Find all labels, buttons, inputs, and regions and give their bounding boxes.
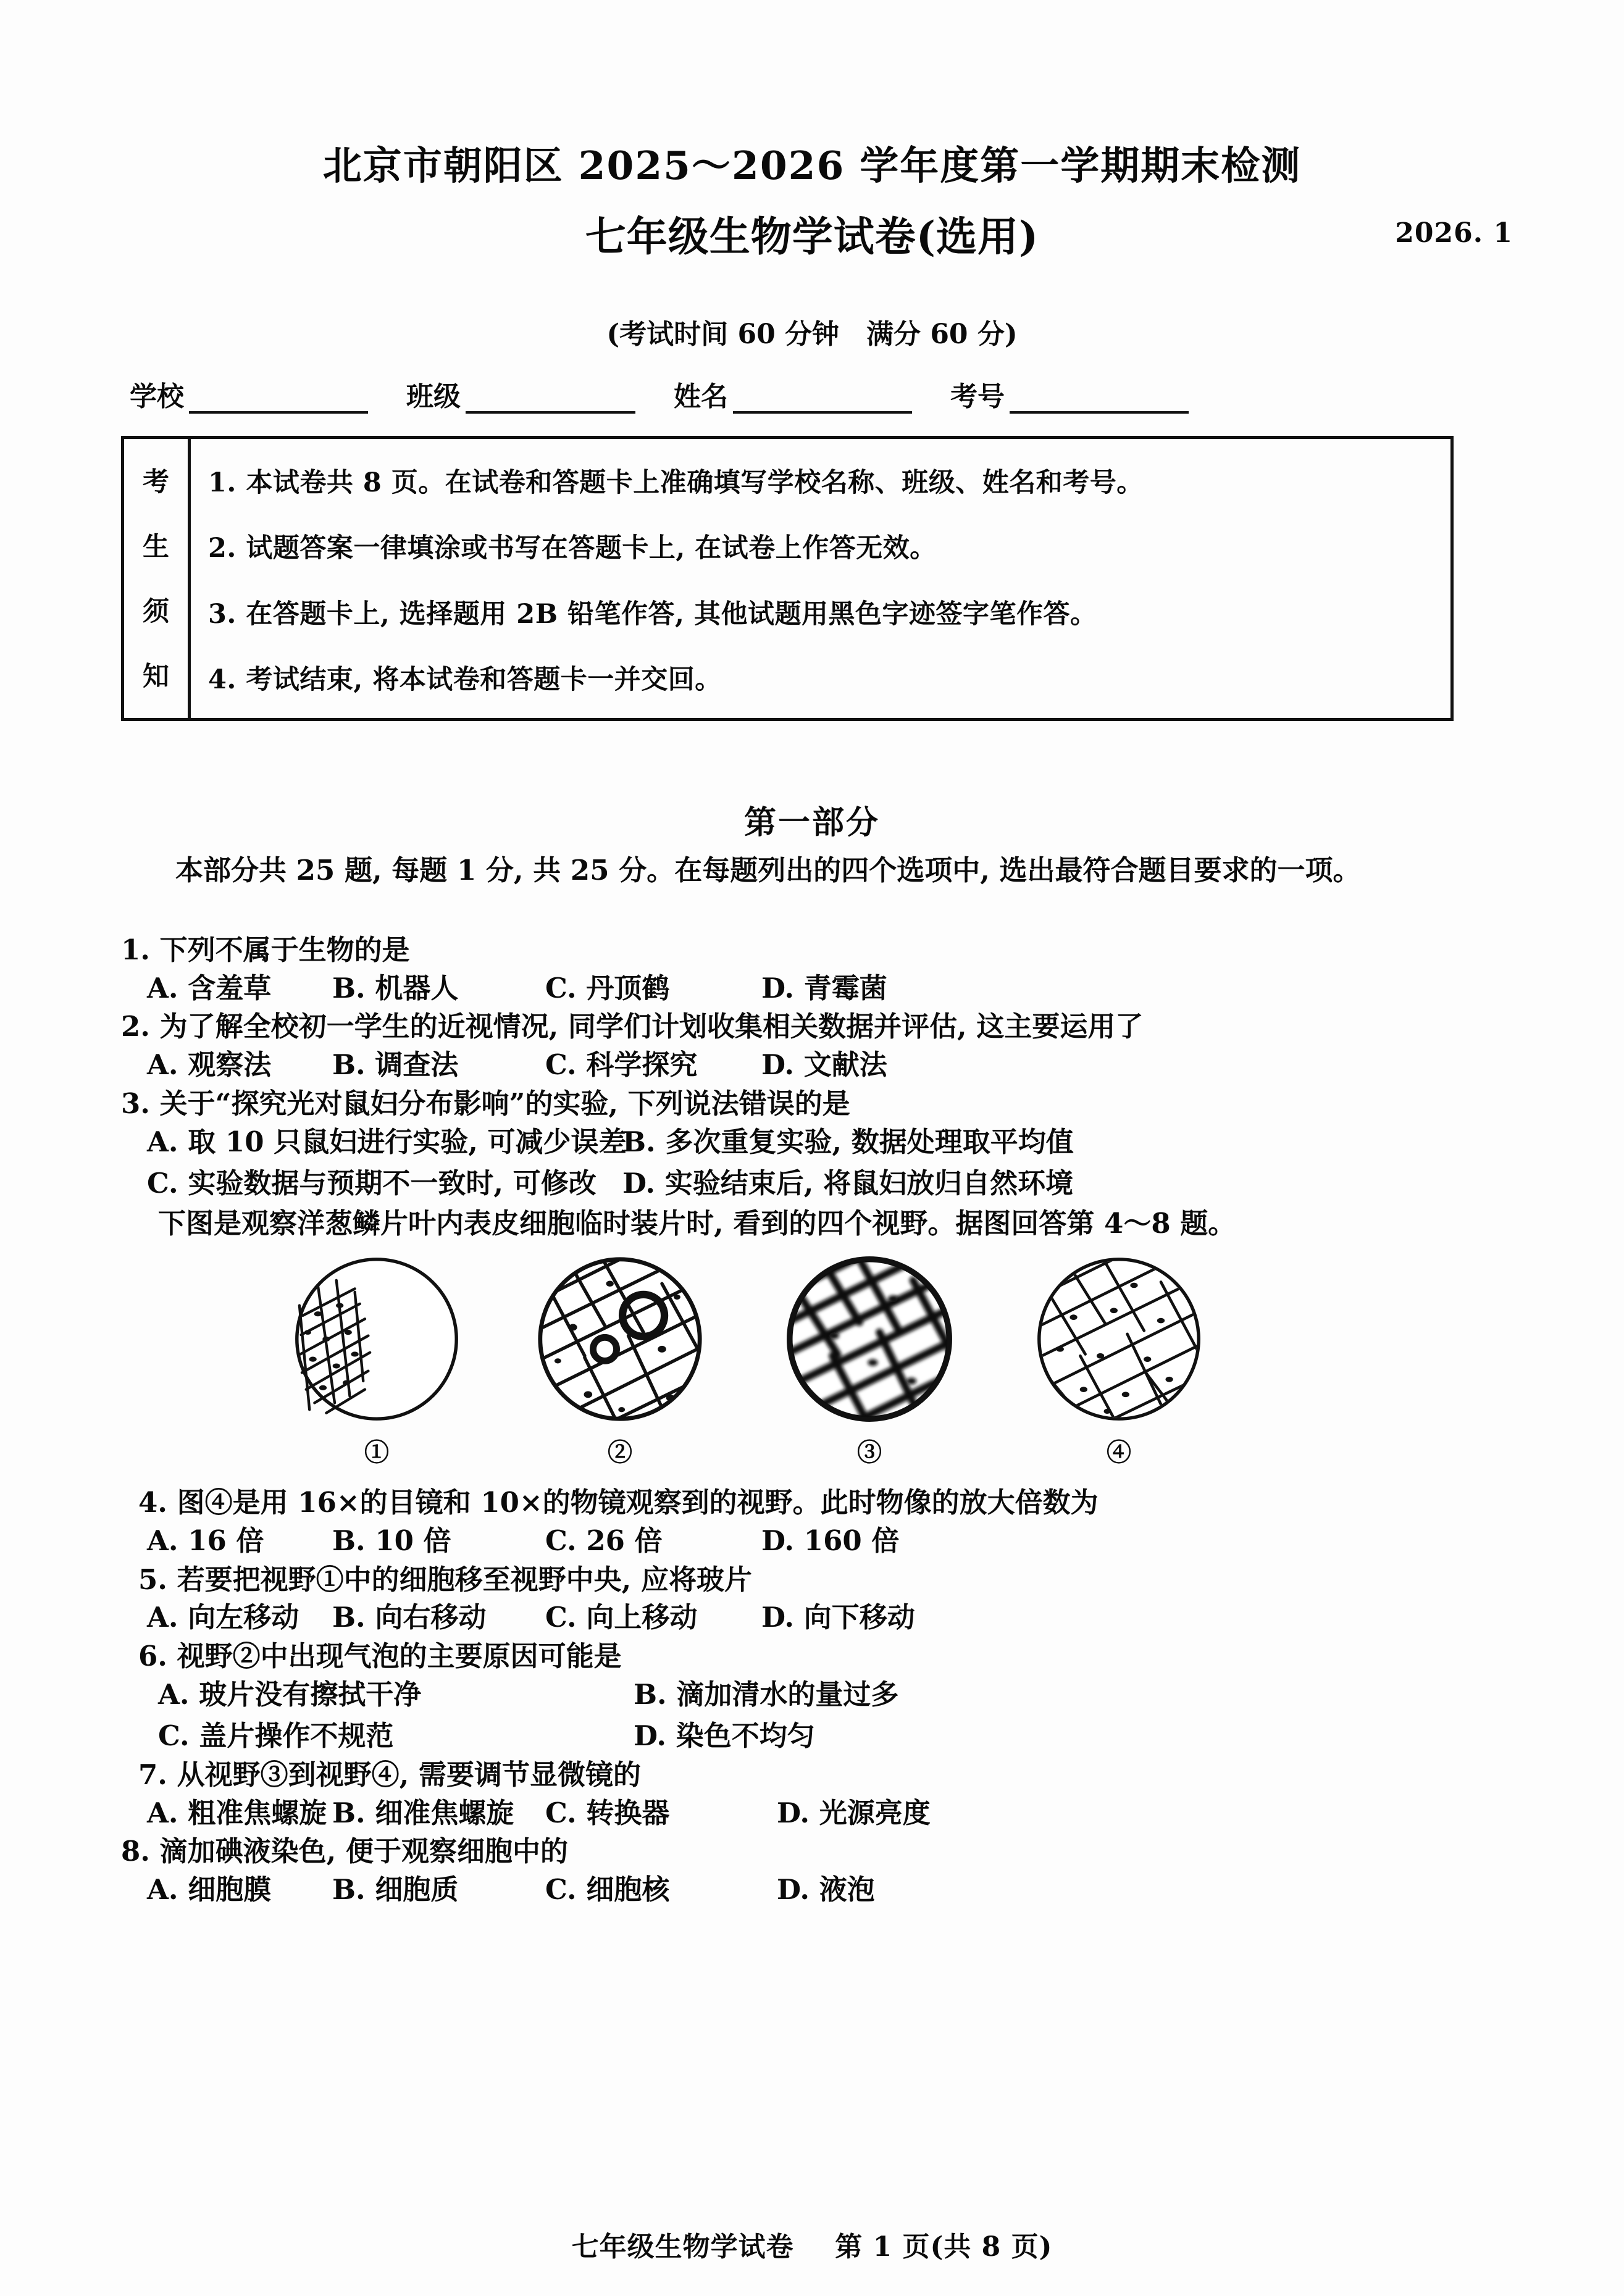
question-1-number: 1. bbox=[121, 933, 150, 966]
notice-item: 1. 本试卷共 8 页。在试卷和答题卡上准确填写学校名称、班级、姓名和考号。 bbox=[208, 467, 1144, 498]
microscope-field-3 bbox=[785, 1255, 953, 1467]
page-title: 北京市朝阳区 2025～2026 学年度第一学期期末检测 bbox=[322, 143, 1302, 188]
question-8-option-c[interactable]: C. 细胞核 bbox=[545, 1873, 670, 1906]
exam-id-field[interactable] bbox=[950, 374, 1189, 414]
question-6-options-row-1 bbox=[121, 1674, 1531, 1716]
question-3-option-c[interactable]: C. 实验数据与预期不一致时, 可修改 bbox=[147, 1167, 596, 1200]
page-subtitle: 七年级生物学试卷(选用) bbox=[585, 212, 1039, 261]
notice-label-char-1: 考 bbox=[143, 467, 169, 498]
question-8-option-b[interactable]: B. 细胞质 bbox=[332, 1873, 459, 1906]
name-input-rule[interactable] bbox=[733, 406, 912, 414]
question-5-option-b[interactable]: B. 向右移动 bbox=[332, 1601, 487, 1634]
exam-id-input-rule[interactable] bbox=[1010, 406, 1189, 414]
question-1-option-b[interactable]: B. 机器人 bbox=[332, 971, 459, 1004]
question-7-options bbox=[121, 1792, 1531, 1834]
question-2 bbox=[121, 1010, 1531, 1085]
exam-duration-and-score: (考试时间 60 分钟 满分 60 分) bbox=[606, 319, 1018, 350]
question-1-text: 下列不属于生物的是 bbox=[159, 933, 410, 966]
question-8-stem bbox=[121, 1835, 1531, 1869]
question-6-option-d[interactable]: D. 染色不均匀 bbox=[634, 1719, 815, 1753]
microscope-field-1-label: ① bbox=[364, 1438, 389, 1467]
question-6 bbox=[121, 1640, 1531, 1757]
candidate-notice-list bbox=[191, 439, 1450, 718]
school-input-rule[interactable] bbox=[189, 406, 368, 414]
part-one-heading: 第一部分 bbox=[743, 804, 880, 841]
question-1-option-c[interactable]: C. 丹顶鹤 bbox=[545, 971, 670, 1004]
microscope-field-2-label: ② bbox=[608, 1438, 632, 1467]
question-1-options bbox=[121, 967, 1531, 1009]
question-4-text: 图④是用 16×的目镜和 10×的物镜观察到的视野。此时物像的放大倍数为 bbox=[177, 1486, 1099, 1519]
question-3-number: 3. bbox=[121, 1087, 150, 1120]
notice-item: 2. 试题答案一律填涂或书写在答题卡上, 在试卷上作答无效。 bbox=[208, 533, 937, 564]
part-one-instructions: 本部分共 25 题, 每题 1 分, 共 25 分。在每题列出的四个选项中, 选出最符合题目要求的一项。 bbox=[175, 854, 1361, 887]
question-4-options bbox=[121, 1520, 1531, 1562]
class-input-rule[interactable] bbox=[466, 406, 635, 414]
question-5-option-c[interactable]: C. 向上移动 bbox=[545, 1601, 698, 1634]
question-2-stem bbox=[121, 1010, 1531, 1044]
question-7-number: 7. bbox=[138, 1758, 167, 1791]
footer-paper-name: 七年级生物学试卷 bbox=[571, 2231, 794, 2263]
notice-label-char-3: 须 bbox=[143, 596, 169, 627]
question-3-option-b[interactable]: B. 多次重复实验, 数据处理取平均值 bbox=[622, 1125, 1074, 1158]
question-7-option-c[interactable]: C. 转换器 bbox=[545, 1796, 670, 1829]
question-list bbox=[121, 933, 1531, 1912]
question-4 bbox=[121, 1486, 1531, 1561]
question-1 bbox=[121, 933, 1531, 1009]
microscope-field-1 bbox=[293, 1255, 461, 1467]
question-2-options bbox=[121, 1044, 1531, 1086]
question-3-text: 关于“探究光对鼠妇分布影响”的实验, 下列说法错误的是 bbox=[159, 1087, 850, 1120]
question-5-text: 若要把视野①中的细胞移至视野中央, 应将玻片 bbox=[177, 1563, 752, 1596]
question-6-text: 视野②中出现气泡的主要原因可能是 bbox=[177, 1639, 622, 1672]
school-label: 学校 bbox=[130, 381, 184, 412]
question-5-number: 5. bbox=[138, 1563, 167, 1596]
question-4-stem bbox=[121, 1486, 1531, 1520]
question-6-number: 6. bbox=[138, 1639, 167, 1672]
question-2-option-a[interactable]: A. 观察法 bbox=[147, 1048, 272, 1082]
question-5-option-d[interactable]: D. 向下移动 bbox=[761, 1601, 915, 1634]
question-8-text: 滴加碘液染色, 便于观察细胞中的 bbox=[159, 1835, 568, 1868]
footer-page-info: 第 1 页(共 8 页) bbox=[835, 2231, 1053, 2263]
question-2-option-c[interactable]: C. 科学探究 bbox=[545, 1048, 698, 1082]
class-label: 班级 bbox=[406, 381, 461, 412]
question-4-option-a[interactable]: A. 16 倍 bbox=[147, 1524, 264, 1558]
question-8-option-a[interactable]: A. 细胞膜 bbox=[147, 1873, 272, 1906]
question-1-option-d[interactable]: D. 青霉菌 bbox=[761, 971, 887, 1004]
figure-lead-in-text: 下图是观察洋葱鳞片叶内表皮细胞临时装片时, 看到的四个视野。据图回答第 4～8 题。 bbox=[158, 1206, 1236, 1240]
question-4-option-c[interactable]: C. 26 倍 bbox=[545, 1524, 663, 1558]
question-5 bbox=[121, 1563, 1531, 1639]
notice-label-char-2: 生 bbox=[143, 532, 169, 562]
name-field[interactable] bbox=[674, 374, 912, 414]
student-info-row bbox=[130, 370, 1516, 414]
question-5-options bbox=[121, 1597, 1531, 1639]
question-6-option-c[interactable]: C. 盖片操作不规范 bbox=[158, 1719, 394, 1753]
class-field[interactable] bbox=[406, 374, 635, 414]
question-3-options-row-2 bbox=[121, 1163, 1531, 1204]
notice-item: 3. 在答题卡上, 选择题用 2B 铅笔作答, 其他试题用黑色字迹签字笔作答。 bbox=[208, 598, 1097, 630]
question-7-option-a[interactable]: A. 粗准焦螺旋 bbox=[147, 1796, 327, 1829]
question-4-option-b[interactable]: B. 10 倍 bbox=[332, 1524, 451, 1558]
subtitle-row bbox=[0, 204, 1624, 259]
question-7-option-b[interactable]: B. 细准焦螺旋 bbox=[332, 1796, 514, 1829]
question-8-options bbox=[121, 1869, 1531, 1911]
question-2-number: 2. bbox=[121, 1010, 150, 1043]
microscope-field-2 bbox=[536, 1255, 704, 1467]
name-label: 姓名 bbox=[674, 381, 728, 412]
question-6-stem bbox=[121, 1640, 1531, 1674]
question-8-option-d[interactable]: D. 液泡 bbox=[777, 1873, 875, 1906]
page-footer bbox=[0, 2224, 1624, 2264]
question-2-option-d[interactable]: D. 文献法 bbox=[761, 1048, 887, 1082]
microscope-field-4 bbox=[1035, 1255, 1203, 1467]
notice-item: 4. 考试结束, 将本试卷和答题卡一并交回。 bbox=[208, 664, 722, 696]
question-8-number: 8. bbox=[121, 1835, 150, 1868]
question-2-option-b[interactable]: B. 调查法 bbox=[332, 1048, 459, 1082]
exam-date: 2026. 1 bbox=[1395, 217, 1513, 249]
microscope-field-4-label: ④ bbox=[1107, 1438, 1131, 1467]
notice-label-char-4: 知 bbox=[143, 661, 169, 692]
question-3-option-d[interactable]: D. 实验结束后, 将鼠妇放归自然环境 bbox=[622, 1167, 1074, 1200]
school-field[interactable] bbox=[130, 374, 368, 414]
microscope-field-3-label: ③ bbox=[857, 1438, 882, 1467]
question-7-text: 从视野③到视野④, 需要调节显微镜的 bbox=[177, 1758, 641, 1791]
question-7-option-d[interactable]: D. 光源亮度 bbox=[777, 1796, 931, 1829]
question-1-stem bbox=[121, 933, 1531, 967]
question-3-option-a[interactable]: A. 取 10 只鼠妇进行实验, 可减少误差 bbox=[147, 1125, 627, 1158]
microscope-fields-figure bbox=[121, 1250, 1531, 1485]
question-3 bbox=[121, 1087, 1531, 1204]
candidate-notice-box bbox=[121, 436, 1454, 721]
question-3-stem bbox=[121, 1087, 1531, 1121]
question-2-text: 为了解全校初一学生的近视情况, 同学们计划收集相关数据并评估, 这主要运用了 bbox=[159, 1010, 1144, 1043]
question-5-option-a[interactable]: A. 向左移动 bbox=[147, 1601, 299, 1634]
candidate-notice-vertical-label bbox=[124, 439, 191, 718]
question-5-stem bbox=[121, 1563, 1531, 1597]
question-1-option-a[interactable]: A. 含羞草 bbox=[147, 971, 272, 1004]
question-4-number: 4. bbox=[138, 1486, 167, 1519]
question-6-option-a[interactable]: A. 玻片没有擦拭干净 bbox=[158, 1677, 422, 1711]
question-6-options-row-2 bbox=[121, 1715, 1531, 1757]
question-3-options-row-1 bbox=[121, 1121, 1531, 1163]
question-7-stem bbox=[121, 1758, 1531, 1792]
question-4-option-d[interactable]: D. 160 倍 bbox=[761, 1524, 900, 1558]
question-6-option-b[interactable]: B. 滴加清水的量过多 bbox=[634, 1677, 899, 1711]
exam-id-label: 考号 bbox=[950, 381, 1005, 412]
question-8 bbox=[121, 1835, 1531, 1910]
question-7 bbox=[121, 1758, 1531, 1834]
